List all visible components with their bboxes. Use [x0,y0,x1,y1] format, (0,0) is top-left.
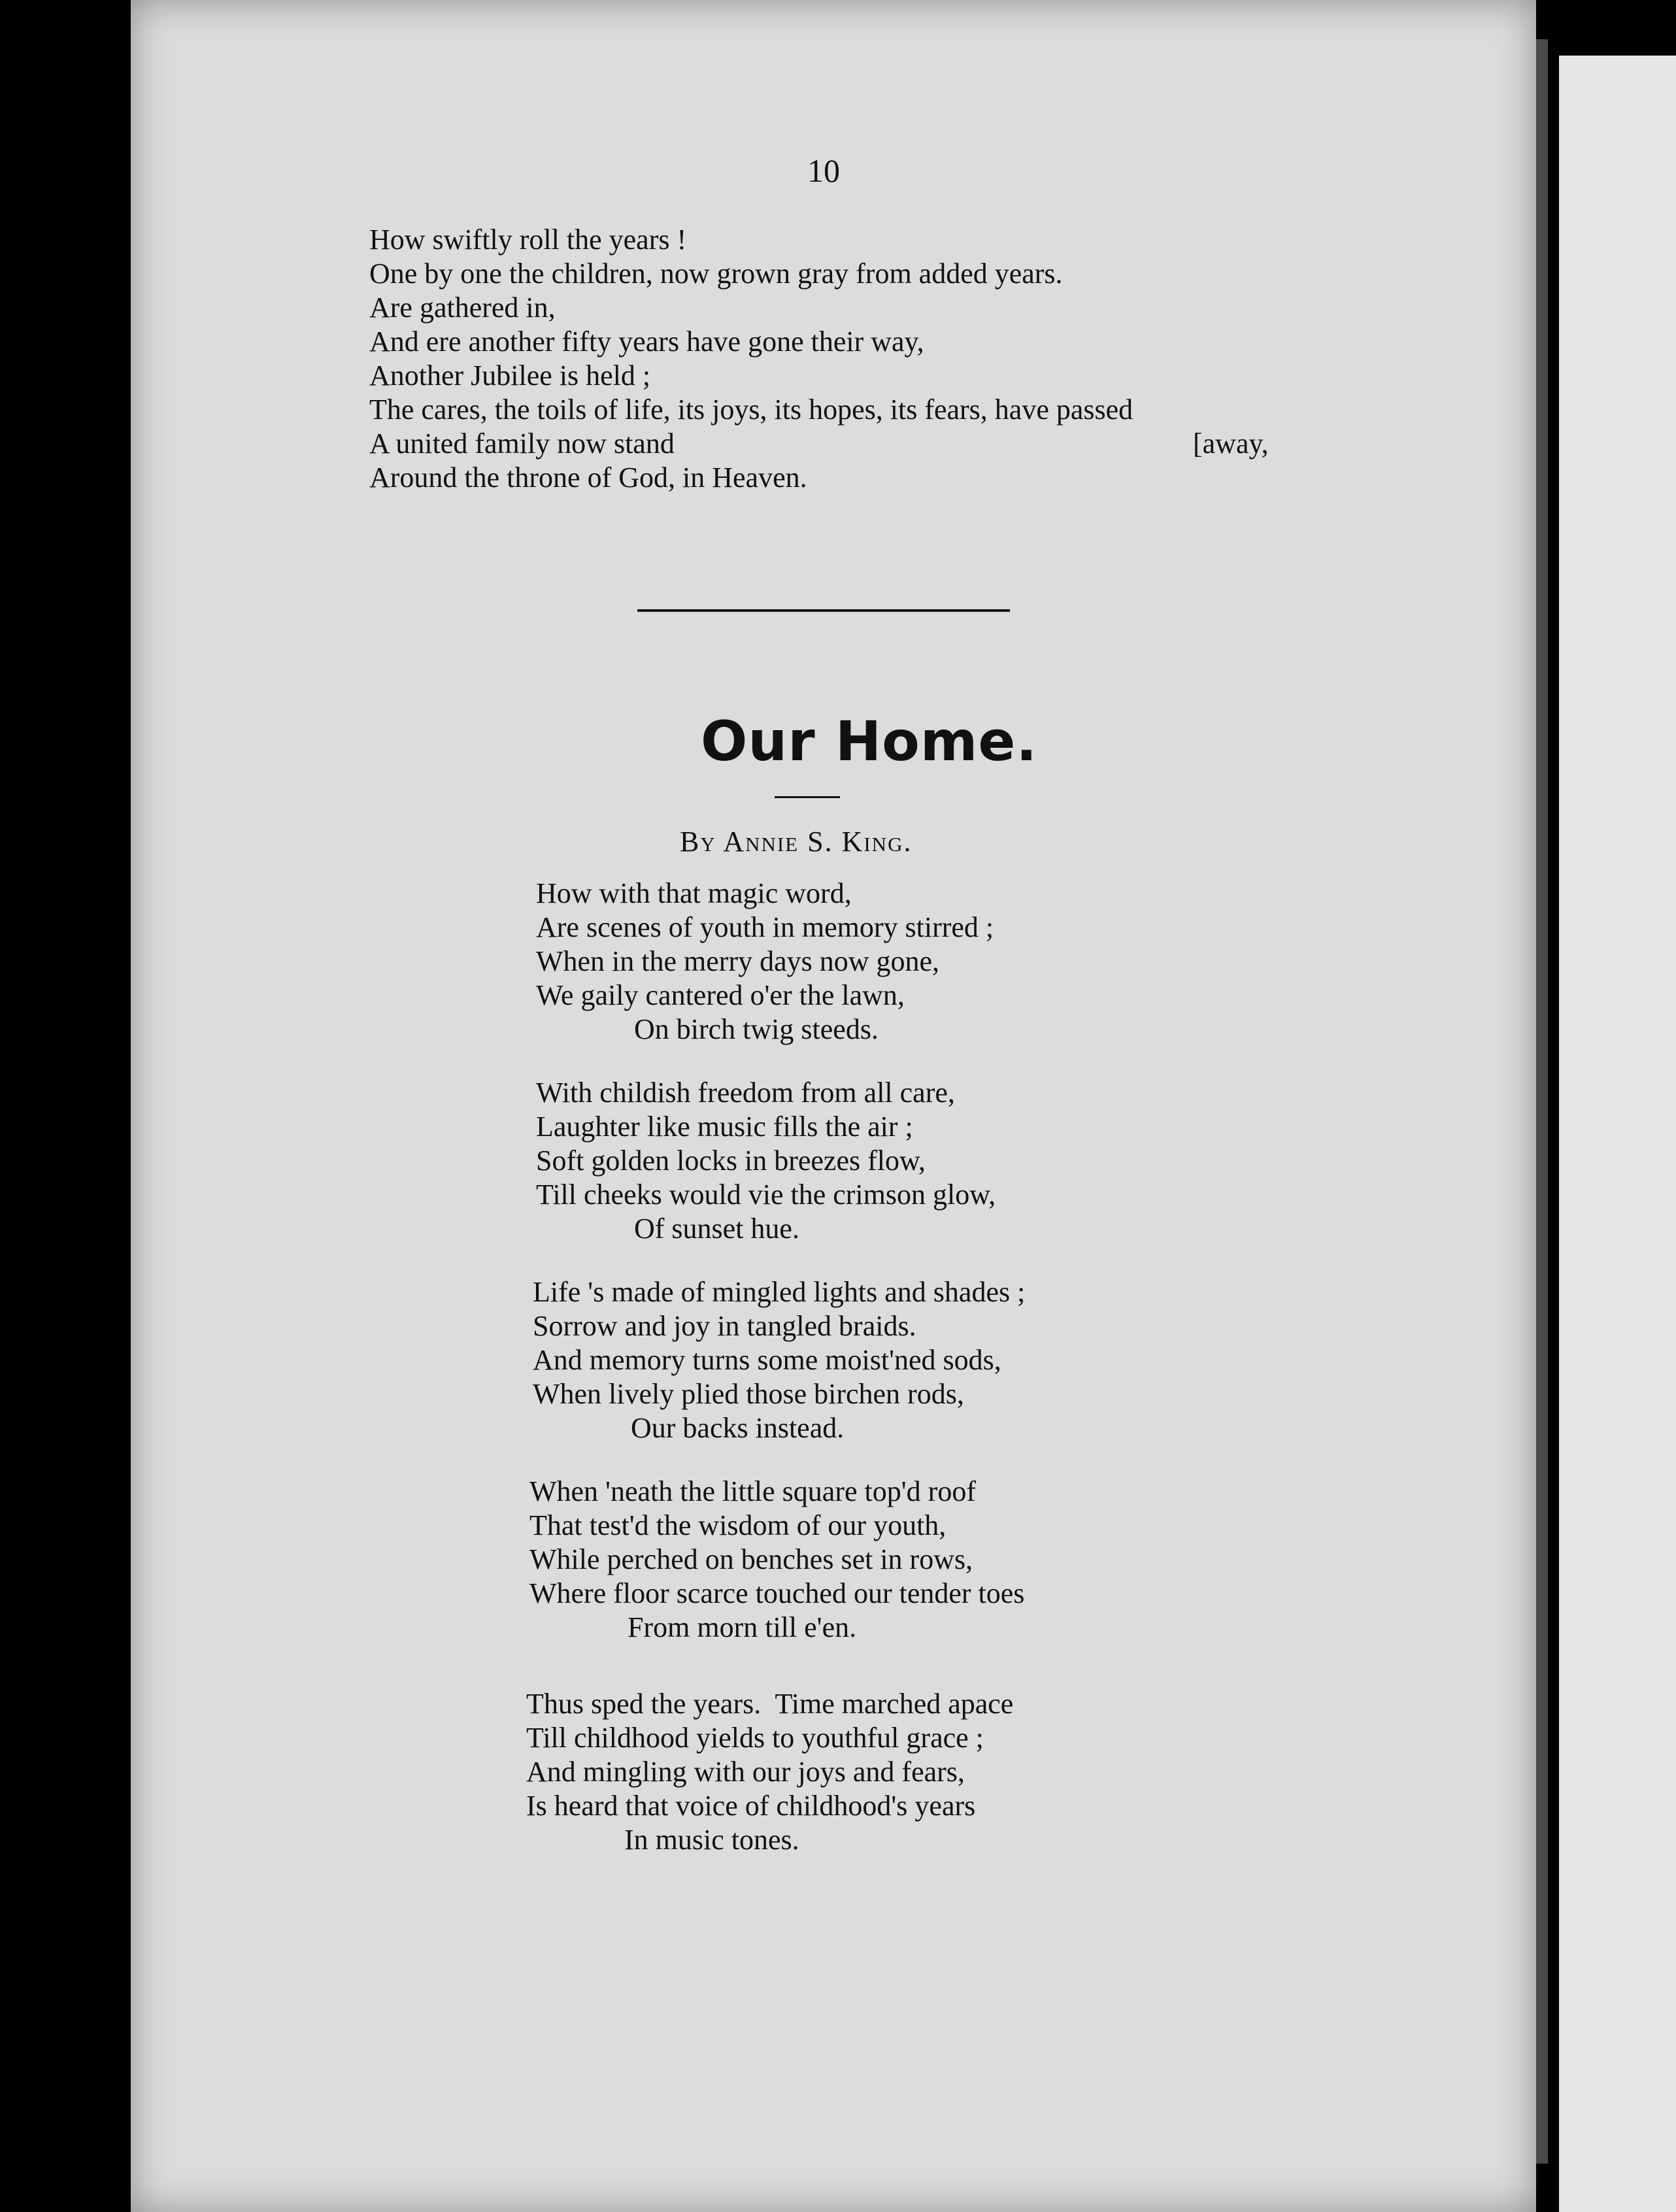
poem-line: With childish freedom from all care, [536,1077,955,1109]
adjacent-page-edge [1559,56,1676,2212]
prior-poem-line: And ere another fifty years have gone their way, [369,326,924,358]
poem-line: When lively plied those birchen rods, [533,1378,964,1410]
prior-poem-line: Around the throne of God, in Heaven. [369,461,807,494]
title-underline [775,796,840,798]
poem-line: Life 's made of mingled lights and shades ; [533,1276,1026,1308]
poem-line: How with that magic word, [536,877,852,909]
prior-poem-line: Another Jubilee is held ; [369,360,651,392]
poem-line: Are scenes of youth in memory stirred ; [536,911,994,943]
prior-poem-overflow: [away, [1193,427,1269,460]
prior-poem-line: How swiftly roll the years ! [369,224,687,256]
poem-line: Sorrow and joy in tangled braids. [533,1310,916,1342]
poem-line: And mingling with our joys and fears, [526,1756,965,1788]
prior-poem-line: A united family now stand [369,427,675,460]
poem-line: On birch twig steeds. [634,1013,879,1045]
poem-line: We gaily cantered o'er the lawn, [536,979,905,1011]
poem-line: Of sunset hue. [634,1213,799,1245]
poem-byline: By Annie S. King. [680,826,913,858]
prior-poem-line: The cares, the toils of life, its joys, its hopes, its fears, have passed [369,394,1133,426]
poem-line: Till childhood yields to youthful grace ; [526,1722,984,1754]
poem-line: In music tones. [624,1824,799,1856]
poem-line: Where floor scarce touched our tender toes [529,1577,1025,1609]
page-number: 10 [807,152,840,189]
poem-line: Soft golden locks in breezes flow, [536,1145,926,1177]
poem-line: Till cheeks would vie the crimson glow, [536,1179,996,1211]
section-divider [637,609,1010,612]
poem-line: Thus sped the years. Time marched apace [526,1688,1014,1720]
poem-line: When 'neath the little square top'd roof [529,1475,976,1507]
poem-line: Laughter like music fills the air ; [536,1111,913,1143]
page-gutter-shadow [1536,39,1548,2164]
prior-poem-line: One by one the children, now grown gray from added years. [369,258,1063,290]
prior-poem-line: Are gathered in, [369,292,556,324]
poem-title: Our Home. [701,709,1038,773]
poem-line: Our backs instead. [631,1412,845,1444]
poem-line: And memory turns some moist'ned sods, [533,1344,1001,1376]
poem-line: When in the merry days now gone, [536,945,940,977]
poem-line: While perched on benches set in rows, [529,1543,973,1575]
poem-line: That test'd the wisdom of our youth, [529,1509,947,1541]
poem-line: From morn till e'en. [628,1611,857,1643]
poem-line: Is heard that voice of childhood's years [526,1790,976,1822]
